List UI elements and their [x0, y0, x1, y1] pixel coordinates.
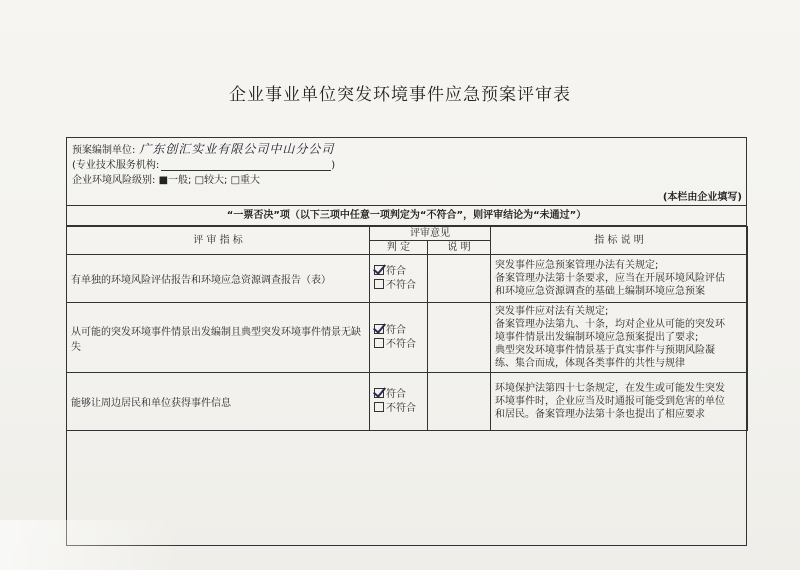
- remark-cell: [428, 373, 491, 431]
- header-judge: 判 定: [370, 241, 428, 255]
- unit-value: 广东创汇实业有限公司中山分公司: [139, 142, 335, 156]
- table-row: [67, 373, 748, 431]
- indicator-cell: 有单独的环境风险评估报告和环境应急资源调查报告（表）: [67, 255, 370, 303]
- header-opinion: 评审意见: [370, 227, 491, 241]
- risk-option-major: □重大: [230, 175, 261, 186]
- risk-line: [72, 171, 260, 186]
- checked-box-icon: [374, 388, 384, 398]
- table-row: [67, 255, 748, 303]
- empty-square-icon: □: [194, 175, 205, 186]
- header-row-1: [67, 227, 748, 241]
- table-row: [67, 303, 748, 373]
- veto-rule: “一票否决”项（以下三项中任意一项判定为“不符合”，则评审结论为“未通过”）: [66, 205, 747, 226]
- scan-smudge: [0, 520, 180, 570]
- judge-cell: [370, 303, 428, 373]
- judge-cell: [370, 373, 428, 431]
- header-remark: 说 明: [428, 241, 491, 255]
- pass-option: 符合: [374, 324, 427, 338]
- empty-square-icon: □: [230, 175, 241, 186]
- service-close: ): [331, 160, 336, 171]
- fail-option: 不符合: [374, 279, 427, 293]
- review-table: [66, 226, 748, 431]
- explanation-cell: 突发事件应对法有关规定; 备案管理办法第九、十条，均对企业从可能的突发环 境事件情景出发编制环境应急预案提出了要求; 典型突发环境事件情景基于真实事件与预期风险凝 练、集合而成，体现各类事件的共性与规律: [491, 303, 748, 373]
- indicator-cell: 能够让周边居民和单位获得事件信息: [67, 373, 370, 431]
- judge-cell: [370, 255, 428, 303]
- fail-option: 不符合: [374, 402, 427, 416]
- checked-box-icon: [374, 265, 384, 275]
- empty-box-icon: [374, 338, 384, 348]
- filled-square-icon: ■: [158, 175, 169, 186]
- enterprise-fill-note: (本栏由企业填写): [662, 192, 742, 203]
- indicator-cell: 从可能的突发环境事件情景出发编制且典型突发环境事件情景无缺失: [67, 303, 370, 373]
- fail-option: 不符合: [374, 338, 427, 352]
- risk-option-larger: □较大;: [194, 175, 228, 186]
- risk-option-general: ■一般;: [158, 175, 192, 186]
- service-blank: [161, 161, 331, 171]
- service-label: (专业技术服务机构:: [72, 160, 160, 171]
- explanation-cell: 环境保护法第四十七条规定，在发生或可能发生突发 环境事件时，企业应当及时通报可能受到危害的单位 和居民。备案管理办法第十条也提出了相应要求: [491, 373, 748, 431]
- pass-option: 符合: [374, 265, 427, 279]
- page-title: 企业事业单位突发环境事件应急预案评审表: [229, 85, 571, 105]
- header-indicator: 评 审 指 标: [67, 227, 370, 255]
- explanation-cell: 突发事件应急预案管理办法有关规定; 备案管理办法第十条要求，应当在开展环境风险评估 和环境应急资源调查的基础上编制环境应急预案: [491, 255, 748, 303]
- risk-label: 企业环境风险级别:: [72, 175, 156, 186]
- checked-box-icon: [374, 324, 384, 334]
- empty-box-icon: [374, 279, 384, 289]
- remark-cell: [428, 303, 491, 373]
- pass-option: 符合: [374, 388, 427, 402]
- empty-box-icon: [374, 402, 384, 412]
- remark-cell: [428, 255, 491, 303]
- unit-label: 预案编制单位:: [72, 145, 136, 156]
- service-line: [72, 156, 335, 171]
- unit-line: [72, 140, 334, 157]
- header-explanation: 指 标 说 明: [491, 227, 748, 255]
